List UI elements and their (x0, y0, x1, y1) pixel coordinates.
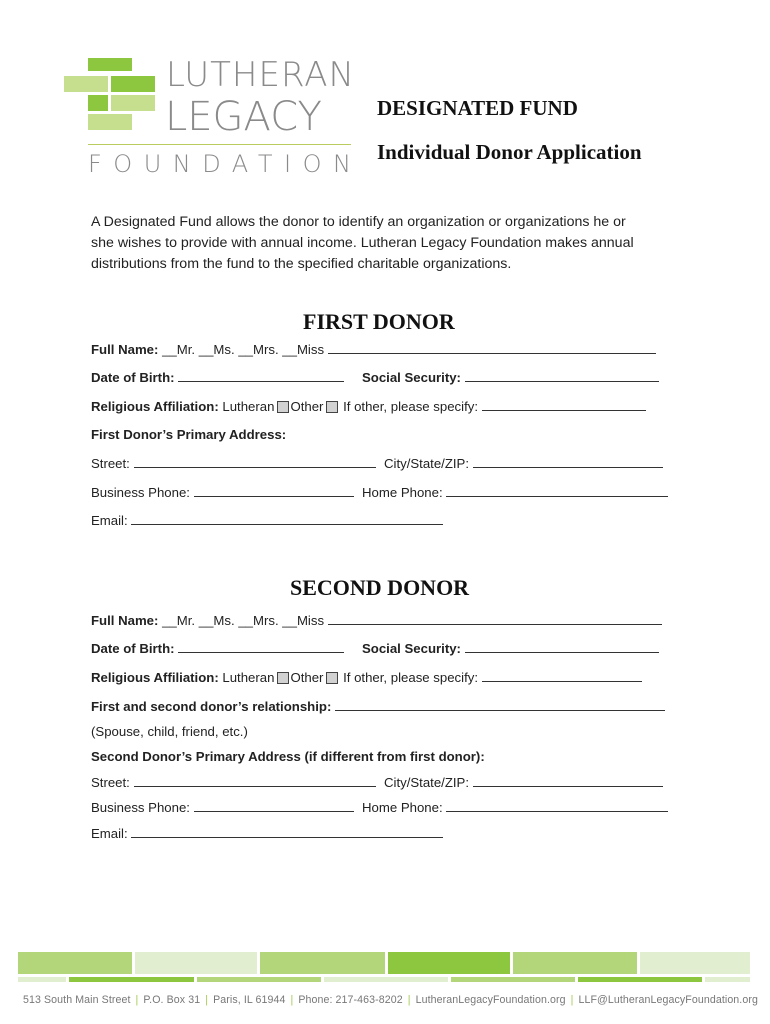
second-dob-field[interactable] (178, 641, 344, 653)
address-heading-label: Second Donor’s Primary Address (if different from first donor): (91, 749, 485, 764)
first-city-row (384, 456, 663, 471)
business-phone-label: Business Phone: (91, 800, 190, 815)
address-heading-label: First Donor’s Primary Address: (91, 427, 287, 442)
footer-brick (18, 977, 66, 982)
other-label: Other (290, 399, 324, 414)
second-email-row (91, 826, 443, 841)
footer-brick (197, 977, 321, 982)
relationship-row (91, 699, 665, 714)
footer-address: 513 South Main Street (23, 994, 131, 1006)
home-phone-label: Home Phone: (362, 800, 443, 815)
footer-po-box: P.O. Box 31 (143, 994, 201, 1006)
footer-brick (260, 952, 385, 974)
business-phone-label: Business Phone: (91, 485, 190, 500)
logo-brick (111, 95, 155, 111)
first-donor-heading: FIRST DONOR (303, 309, 455, 334)
first-address-heading (91, 427, 286, 442)
dob-label: Date of Birth: (91, 370, 175, 385)
full-name-label: Full Name: (91, 342, 159, 357)
logo-text-lutheran: LUTHERAN (166, 55, 355, 95)
dob-label: Date of Birth: (91, 641, 175, 656)
second-city-field[interactable] (473, 775, 663, 787)
logo-text-foundation: FOUNDATION (88, 150, 363, 178)
footer-brick (18, 952, 132, 974)
logo-divider (88, 144, 351, 145)
document-title: DESIGNATED FUND (377, 96, 578, 120)
footer-website[interactable]: LutheranLegacyFoundation.org (415, 994, 566, 1006)
first-email-field[interactable] (131, 513, 443, 525)
title-options: __Mr. __Ms. __Mrs. __Miss (162, 342, 325, 357)
logo-text-legacy: LEGACY (165, 94, 322, 140)
intro-line: A Designated Fund allows the donor to identify an organization or organizations he or (91, 214, 626, 230)
first-ssn-field[interactable] (465, 370, 659, 382)
relationship-label: First and second donor’s relationship: (91, 699, 332, 714)
home-phone-label: Home Phone: (362, 485, 443, 500)
second-business-phone-field[interactable] (194, 800, 354, 812)
footer-brick (705, 977, 750, 982)
other-checkbox[interactable] (326, 672, 338, 684)
second-full-name-field[interactable] (328, 613, 662, 625)
footer-brick (578, 977, 702, 982)
title-options: __Mr. __Ms. __Mrs. __Miss (162, 613, 325, 628)
second-home-phone-row (362, 800, 668, 815)
relationship-field[interactable] (335, 699, 665, 711)
second-dob-row (91, 641, 344, 656)
footer-contact: 513 South Main Street | P.O. Box 31 | Paris, IL 61944 | Phone: 217-463-8202 | LutheranLegacyFoundation.org | LLF@LutheranLegacyFoundation.org (23, 994, 758, 1006)
footer-brick (388, 952, 510, 974)
religion-label: Religious Affiliation: (91, 670, 219, 685)
lutheran-label: Lutheran (222, 399, 275, 414)
email-label: Email: (91, 826, 128, 841)
footer-brick-bar (18, 952, 750, 982)
logo-brick (88, 114, 132, 130)
lutheran-label: Lutheran (222, 670, 275, 685)
second-business-phone-row (91, 800, 354, 815)
second-donor-heading: SECOND DONOR (290, 575, 470, 600)
other-checkbox[interactable] (326, 401, 338, 413)
footer-brick (69, 977, 194, 982)
footer-brick (640, 952, 750, 974)
email-label: Email: (91, 513, 128, 528)
lutheran-checkbox[interactable] (277, 401, 289, 413)
document-subtitle: Individual Donor Application (377, 140, 642, 164)
relationship-hint: (Spouse, child, friend, etc.) (91, 724, 248, 739)
first-street-row (91, 456, 376, 471)
first-business-phone-row (91, 485, 354, 500)
footer-brick (451, 977, 575, 982)
street-label: Street: (91, 456, 130, 471)
specify-label: If other, please specify: (343, 399, 478, 414)
intro-line: she wishes to provide with annual income. Lutheran Legacy Foundation makes annual (91, 235, 634, 251)
first-dob-field[interactable] (178, 370, 344, 382)
intro-line: distributions from the fund to the specified charitable organizations. (91, 256, 512, 272)
first-business-phone-field[interactable] (194, 485, 354, 497)
second-street-field[interactable] (134, 775, 376, 787)
lutheran-checkbox[interactable] (277, 672, 289, 684)
first-ssn-row (362, 370, 659, 385)
second-email-field[interactable] (131, 826, 443, 838)
second-city-row (384, 775, 663, 790)
second-ssn-row (362, 641, 659, 656)
ssn-label: Social Security: (362, 641, 461, 656)
first-full-name-row (91, 342, 656, 357)
first-home-phone-field[interactable] (446, 485, 668, 497)
logo-brick (88, 58, 132, 71)
first-religion-row (91, 399, 646, 414)
foundation-logo (64, 55, 363, 178)
first-city-field[interactable] (473, 456, 663, 468)
footer-brick (324, 977, 448, 982)
religion-label: Religious Affiliation: (91, 399, 219, 414)
first-religion-specify-field[interactable] (482, 399, 646, 411)
second-home-phone-field[interactable] (446, 800, 668, 812)
second-full-name-row (91, 613, 662, 628)
second-street-row (91, 775, 376, 790)
footer-brick (135, 952, 257, 974)
second-religion-specify-field[interactable] (482, 670, 642, 682)
footer-brick (513, 952, 637, 974)
footer-phone: Phone: 217-463-8202 (298, 994, 403, 1006)
first-email-row (91, 513, 443, 528)
logo-brick (111, 76, 155, 92)
footer-email[interactable]: LLF@LutheranLegacyFoundation.org (578, 994, 758, 1006)
first-full-name-field[interactable] (328, 342, 656, 354)
first-home-phone-row (362, 485, 668, 500)
other-label: Other (290, 670, 324, 685)
intro-paragraph (91, 212, 691, 275)
logo-brick (88, 95, 108, 111)
footer-city: Paris, IL 61944 (213, 994, 286, 1006)
ssn-label: Social Security: (362, 370, 461, 385)
street-label: Street: (91, 775, 130, 790)
specify-label: If other, please specify: (343, 670, 478, 685)
second-address-heading (91, 749, 485, 764)
city-label: City/State/ZIP: (384, 775, 470, 790)
second-ssn-field[interactable] (465, 641, 659, 653)
first-dob-row (91, 370, 344, 385)
first-street-field[interactable] (134, 456, 376, 468)
logo-brick (64, 76, 108, 92)
full-name-label: Full Name: (91, 613, 159, 628)
city-label: City/State/ZIP: (384, 456, 470, 471)
second-religion-row (91, 670, 642, 685)
